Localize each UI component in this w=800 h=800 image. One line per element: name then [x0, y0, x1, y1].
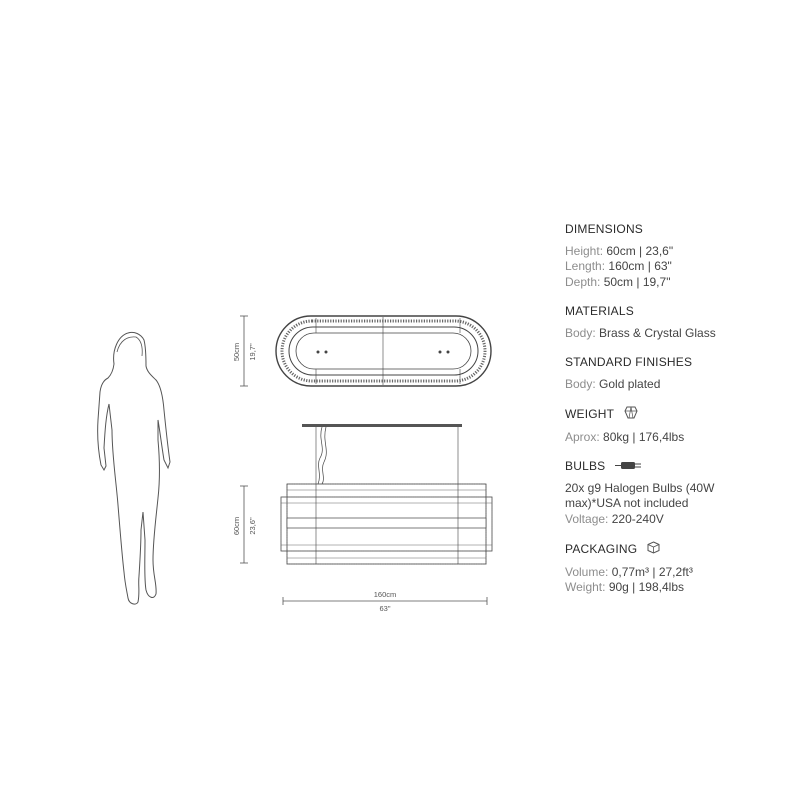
height-value: 60cm | 23,6"	[606, 243, 674, 258]
packaging-weight-row	[565, 580, 795, 596]
weight-value: 80kg | 176,4lbs	[603, 429, 685, 444]
bulbs-line-1: 20x g9 Halogen Bulbs (40W	[565, 480, 715, 495]
bulbs-heading	[565, 459, 795, 475]
human-silhouette	[98, 332, 170, 604]
width-in-label: 63"	[379, 604, 391, 613]
volume-label: Volume:	[565, 564, 609, 579]
length-value: 160cm | 63"	[608, 259, 672, 273]
depth-in-label: 19,7"	[248, 343, 257, 361]
packaging-weight-value: 90g | 198,4lbs	[608, 580, 684, 595]
bulb-icon	[615, 459, 641, 475]
volume-row	[565, 565, 795, 581]
top-view-chandelier	[276, 316, 491, 386]
depth-value: 50cm | 19,7"	[603, 274, 671, 289]
length-row	[565, 259, 795, 275]
bulbs-section	[565, 459, 795, 527]
materials-title: MATERIALS	[565, 304, 634, 318]
depth-row	[565, 275, 795, 291]
bulbs-title: BULBS	[565, 459, 606, 473]
box-icon	[647, 541, 660, 559]
packaging-heading	[565, 541, 795, 559]
finishes-section	[565, 355, 795, 392]
weight-title: WEIGHT	[565, 406, 614, 421]
weight-heading	[565, 406, 795, 424]
top-view-depth-dimension	[232, 316, 257, 386]
packaging-title: PACKAGING	[565, 542, 638, 556]
voltage-label: Voltage:	[565, 511, 609, 526]
height-row	[565, 244, 795, 260]
voltage-value: 220-240V	[611, 511, 664, 526]
weight-label: Aprox:	[565, 429, 600, 444]
finishes-row	[565, 377, 795, 393]
front-view-width-dimension	[283, 590, 487, 613]
materials-body-value: Brass & Crystal Glass	[599, 325, 716, 340]
height-cm-label: 60cm	[232, 516, 241, 536]
weight-row	[565, 430, 795, 446]
depth-label: Depth:	[565, 274, 601, 289]
front-view-chandelier	[281, 484, 492, 564]
dimensions-title: DIMENSIONS	[565, 222, 644, 236]
materials-row	[565, 326, 795, 342]
finishes-body-value: Gold plated	[599, 376, 661, 391]
specifications-panel	[565, 222, 795, 610]
depth-cm-label: 50cm	[232, 342, 241, 362]
width-cm-label: 160cm	[373, 590, 397, 599]
height-label: Height:	[565, 243, 604, 258]
human-hair-line	[117, 337, 142, 356]
length-label: Length:	[565, 259, 606, 273]
materials-section	[565, 304, 795, 341]
voltage-row	[565, 512, 795, 528]
front-view-suspension	[302, 424, 462, 484]
finishes-body-label: Body:	[565, 376, 596, 391]
front-view-height-dimension	[232, 486, 257, 563]
weight-section	[565, 406, 795, 445]
dimensions-section	[565, 222, 795, 290]
height-in-label: 23,6"	[248, 517, 257, 535]
packaging-weight-label: Weight:	[565, 580, 606, 595]
finishes-title: STANDARD FINISHES	[565, 355, 693, 369]
packaging-section	[565, 541, 795, 596]
bulbs-line-2: max)*USA not included	[565, 496, 689, 511]
materials-body-label: Body:	[565, 325, 596, 340]
weight-icon	[624, 406, 638, 424]
volume-value: 0,77m³ | 27,2ft³	[611, 564, 693, 579]
